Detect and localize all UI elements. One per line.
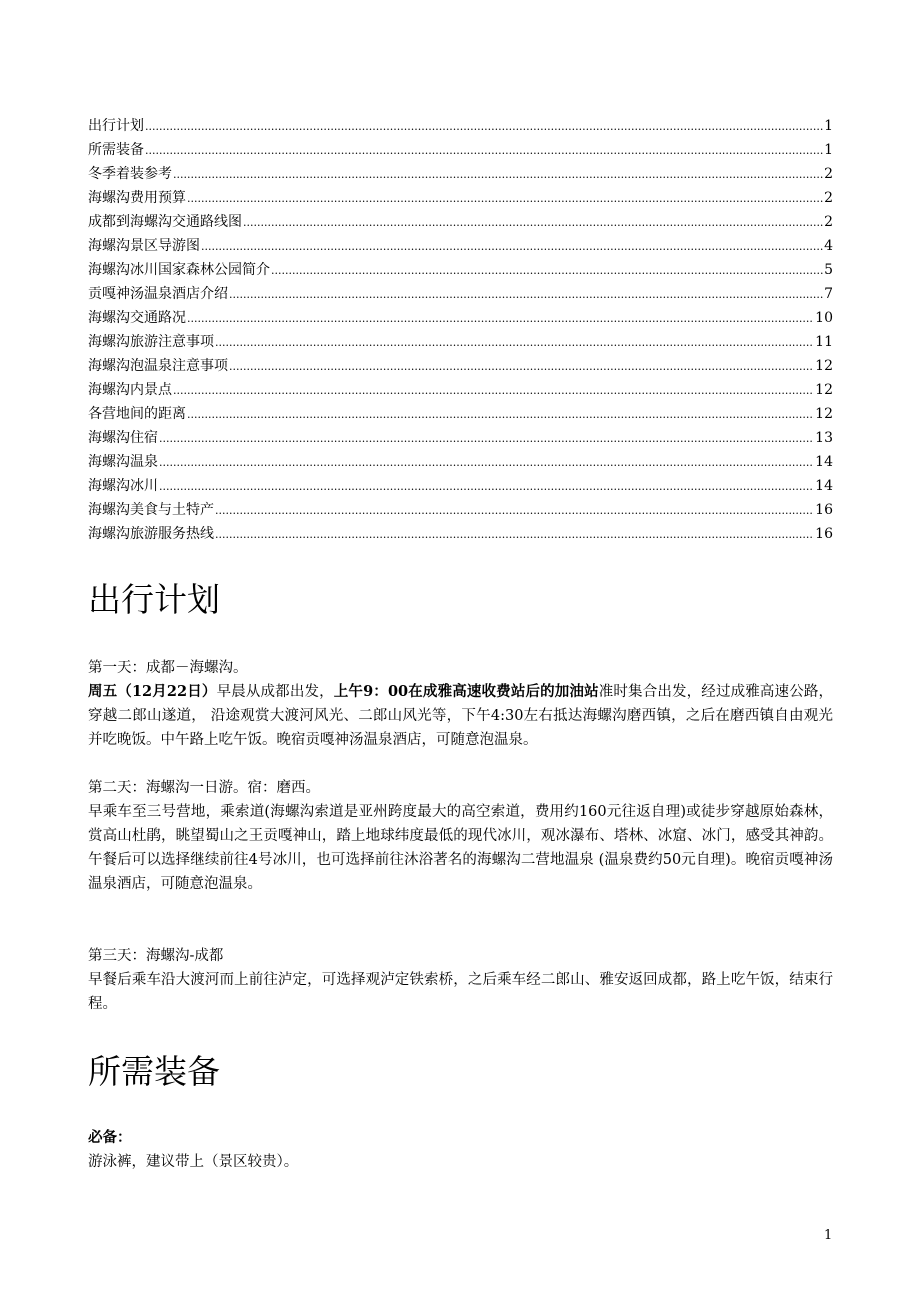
toc-entry-title[interactable]: 出行计划 bbox=[88, 118, 144, 134]
toc-leader-dots bbox=[187, 307, 814, 331]
toc-entry-page[interactable]: 7 bbox=[824, 286, 833, 302]
toc-entry[interactable] bbox=[88, 474, 833, 498]
day1-text-b: 准时集合出发，经过成雅高速公路，穿越二郎山遂道， 沿途观赏大渡河风光、二郎山风光等，下午4:30左右抵达海螺沟磨西镇，之后在磨西镇自由观光并吃晚饭。中午路上吃午饭。晚宿贡嘎神汤温泉酒店，可随意泡温泉。 bbox=[88, 684, 834, 748]
toc-entry-title[interactable]: 海螺沟泡温泉注意事项 bbox=[88, 358, 228, 374]
section-heading-equipment: 所需装备 bbox=[88, 1052, 220, 1091]
toc-entry-page[interactable]: 14 bbox=[815, 478, 833, 494]
toc-entry-page[interactable]: 2 bbox=[824, 166, 833, 182]
toc-leader-dots bbox=[243, 211, 823, 235]
toc-entry-title[interactable]: 冬季着装参考 bbox=[88, 166, 172, 182]
section-heading-travel-plan: 出行计划 bbox=[88, 580, 220, 619]
toc-entry[interactable] bbox=[88, 522, 833, 546]
toc-entry[interactable] bbox=[88, 426, 833, 450]
toc-entry[interactable] bbox=[88, 162, 833, 186]
table-of-contents bbox=[88, 114, 833, 546]
day3-title: 第三天：海螺沟-成都 bbox=[88, 948, 224, 964]
toc-entry-title[interactable]: 海螺沟温泉 bbox=[88, 454, 158, 470]
toc-leader-dots bbox=[229, 283, 823, 307]
page-number: 1 bbox=[824, 1228, 833, 1243]
day1-text bbox=[88, 680, 833, 752]
toc-entry-title[interactable]: 成都到海螺沟交通路线图 bbox=[88, 214, 242, 230]
toc-leader-dots bbox=[271, 259, 823, 283]
toc-entry[interactable] bbox=[88, 258, 833, 282]
toc-entry-page[interactable]: 16 bbox=[815, 502, 833, 518]
toc-entry-title[interactable]: 海螺沟美食与土特产 bbox=[88, 502, 214, 518]
toc-entry[interactable] bbox=[88, 210, 833, 234]
toc-leader-dots bbox=[145, 139, 823, 163]
toc-entry-page[interactable]: 12 bbox=[815, 358, 833, 374]
toc-entry[interactable] bbox=[88, 138, 833, 162]
toc-entry[interactable] bbox=[88, 498, 833, 522]
toc-leader-dots bbox=[215, 331, 814, 355]
toc-entry[interactable] bbox=[88, 282, 833, 306]
toc-leader-dots bbox=[187, 403, 814, 427]
toc-entry-page[interactable]: 1 bbox=[824, 142, 833, 158]
toc-entry-page[interactable]: 2 bbox=[824, 190, 833, 206]
toc-entry[interactable] bbox=[88, 402, 833, 426]
toc-entry-page[interactable]: 12 bbox=[815, 382, 833, 398]
toc-entry-page[interactable]: 14 bbox=[815, 454, 833, 470]
day1-title: 第一天：成都－海螺沟。 bbox=[88, 660, 248, 676]
day1-meeting-point: 上午9：00在成雅高速收费站后的加油站 bbox=[333, 683, 599, 700]
toc-entry-title[interactable]: 海螺沟费用预算 bbox=[88, 190, 186, 206]
toc-entry-title[interactable]: 各营地间的距离 bbox=[88, 406, 186, 422]
toc-leader-dots bbox=[215, 523, 814, 547]
toc-entry-title[interactable]: 海螺沟旅游注意事项 bbox=[88, 334, 214, 350]
day3-text: 早餐后乘车沿大渡河而上前往泸定，可选择观泸定铁索桥，之后乘车经二郎山、雅安返回成都，路上吃午饭，结束行程。 bbox=[88, 972, 833, 1012]
required-label bbox=[88, 1126, 833, 1150]
required-label-text: 必备： bbox=[88, 1129, 132, 1146]
toc-entry[interactable] bbox=[88, 330, 833, 354]
toc-entry[interactable] bbox=[88, 354, 833, 378]
toc-entry[interactable] bbox=[88, 114, 833, 138]
required-text: 游泳裤，建议带上（景区较贵）。 bbox=[88, 1154, 299, 1170]
day1-date: 周五（12月22日） bbox=[88, 683, 217, 700]
toc-leader-dots bbox=[145, 115, 823, 139]
toc-entry-title[interactable]: 所需装备 bbox=[88, 142, 144, 158]
toc-entry-title[interactable]: 海螺沟住宿 bbox=[88, 430, 158, 446]
toc-entry-page[interactable]: 13 bbox=[815, 430, 833, 446]
toc-entry-page[interactable]: 11 bbox=[815, 334, 833, 350]
day2-title: 第二天：海螺沟一日游。宿：磨西。 bbox=[88, 780, 320, 796]
toc-leader-dots bbox=[215, 499, 814, 523]
toc-entry[interactable] bbox=[88, 186, 833, 210]
toc-leader-dots bbox=[159, 451, 814, 475]
toc-entry-title[interactable]: 海螺沟旅游服务热线 bbox=[88, 526, 214, 542]
toc-entry-page[interactable]: 12 bbox=[815, 406, 833, 422]
day1-text-a: 早晨从成都出发， bbox=[216, 684, 334, 700]
toc-leader-dots bbox=[187, 187, 823, 211]
toc-entry-page[interactable]: 4 bbox=[824, 238, 833, 254]
toc-leader-dots bbox=[159, 475, 814, 499]
toc-entry[interactable] bbox=[88, 378, 833, 402]
toc-entry-page[interactable]: 10 bbox=[815, 310, 833, 326]
toc-entry-page[interactable]: 5 bbox=[824, 262, 833, 278]
day2-text: 早乘车至三号营地，乘索道(海螺沟索道是亚州跨度最大的高空索道，费用约160元往返自理)或徒步穿越原始森林，赏高山杜鹃，眺望蜀山之王贡嘎神山，踏上地球纬度最低的现代冰川，观冰瀑布、塔林、冰窟、冰门，感受其神韵。午餐后可以选择继续前往4号冰川，也可选择前往沐浴著名的海螺沟二营地温泉 (温泉费约50元自理)。晚宿贡嘎神汤温泉酒店，可随意泡温泉。 bbox=[88, 804, 833, 892]
toc-leader-dots bbox=[173, 163, 823, 187]
toc-leader-dots bbox=[229, 355, 814, 379]
toc-entry-title[interactable]: 贡嘎神汤温泉酒店介绍 bbox=[88, 286, 228, 302]
toc-entry-title[interactable]: 海螺沟冰川国家森林公园简介 bbox=[88, 262, 270, 278]
toc-entry-title[interactable]: 海螺沟景区导游图 bbox=[88, 238, 200, 254]
toc-leader-dots bbox=[201, 235, 823, 259]
toc-entry-title[interactable]: 海螺沟交通路况 bbox=[88, 310, 186, 326]
toc-entry-page[interactable]: 16 bbox=[815, 526, 833, 542]
toc-entry-title[interactable]: 海螺沟冰川 bbox=[88, 478, 158, 494]
toc-entry-page[interactable]: 1 bbox=[824, 118, 833, 134]
toc-entry-page[interactable]: 2 bbox=[824, 214, 833, 230]
toc-entry[interactable] bbox=[88, 234, 833, 258]
toc-entry[interactable] bbox=[88, 306, 833, 330]
toc-leader-dots bbox=[159, 427, 814, 451]
toc-entry-title[interactable]: 海螺沟内景点 bbox=[88, 382, 172, 398]
toc-entry[interactable] bbox=[88, 450, 833, 474]
toc-leader-dots bbox=[173, 379, 814, 403]
